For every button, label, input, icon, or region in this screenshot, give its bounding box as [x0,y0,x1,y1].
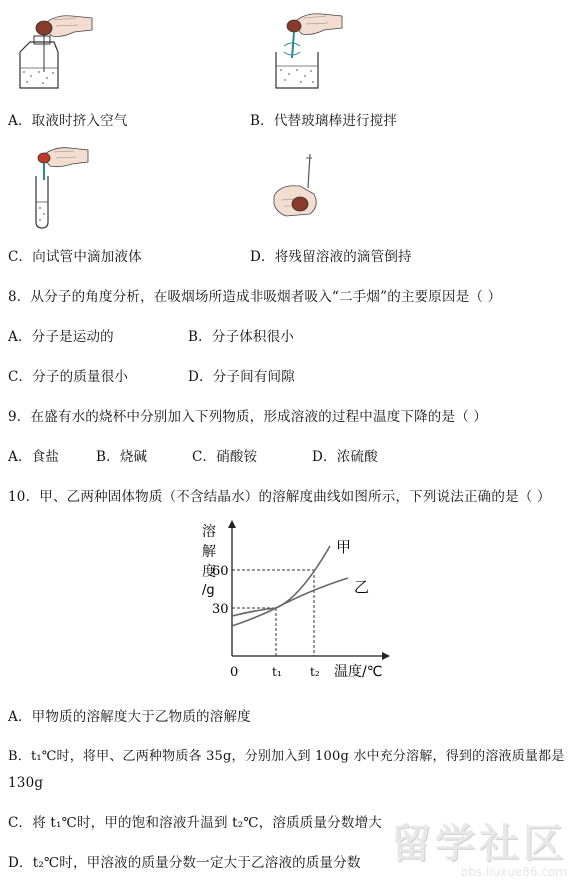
series-yi-curve [232,578,348,626]
solubility-chart [190,518,400,688]
illustration-C-test-tube [20,146,90,230]
q10-option-D: D．t₂℃时，甲溶液的质量分数一定大于乙溶液的质量分数 [8,855,361,871]
y-axis-arrow [228,520,236,528]
q10-option-A: A．甲物质的溶解度大于乙物质的溶解度 [8,709,251,725]
ylabel-char-4: /g [202,583,215,598]
x-tick-t2: t₂ [310,665,320,679]
q10-stem: 10．甲、乙两种固体物质（不含结晶水）的溶解度曲线如图所示，下列说法正确的是（ ） [8,489,551,505]
watermark [391,823,567,879]
watermark-url: bbs.liuxue86.com [460,865,567,879]
series-jia-label: 甲 [336,538,352,556]
q8-option-C: C．分子的质量很小 [8,369,129,385]
ylabel-char-2: 解 [202,544,216,560]
q8-stem: 8．从分子的角度分析，在吸烟场所造成非吸烟者吸入“二手烟”的主要原因是（ ） [8,289,502,305]
q9-option-D: D．浓硫酸 [312,449,378,465]
x-tick-t1: t₁ [272,665,282,679]
q8-option-B: B．分子体积很小 [188,329,295,345]
illustration-A-dropper-squeeze [14,8,94,90]
illustration-D-inverted-dropper [270,150,330,226]
q9-stem: 9．在盛有水的烧杯中分别加入下列物质，形成溶液的过程中温度下降的是（ ） [8,409,488,425]
q8-option-D: D．分子间有间隙 [188,369,295,385]
option-A-top: A．取液时挤入空气 [8,113,128,129]
option-B-top: B．代替玻璃棒进行搅拌 [250,113,398,129]
xlabel: 温度/℃ [334,664,383,680]
q9-option-A: A．食盐 [8,449,60,465]
illustration-B-dropper-stir [268,8,348,90]
q10-option-B-line1: B．t₁℃时，将甲、乙两种物质各 35g，分别加入到 100g 水中充分溶解，得到的溶液质量都是 [8,749,565,764]
q9-option-C: C．硝酸铵 [192,449,258,465]
ylabel-char-1: 溶 [202,524,216,540]
x-axis-arrow [382,652,390,660]
q10-option-C: C．将 t₁℃时，甲的饱和溶液升温到 t₂℃，溶质质量分数增大 [8,815,382,831]
origin-label: 0 [230,665,239,680]
watermark-text: 留学社区 [391,821,567,867]
q9-option-B: B．烧碱 [96,449,148,465]
series-yi-label: 乙 [354,578,370,596]
ylabel-char-3: 度 [202,564,216,580]
option-D-top: D．将残留溶液的滴管倒持 [250,249,412,265]
q8-option-A: A．分子是运动的 [8,329,114,345]
y-tick-30: 30 [212,602,229,617]
option-C-top: C．向试管中滴加液体 [8,249,142,265]
q10-option-B-line2: 130g [8,775,44,791]
y-tick-60: 60 [212,564,229,579]
